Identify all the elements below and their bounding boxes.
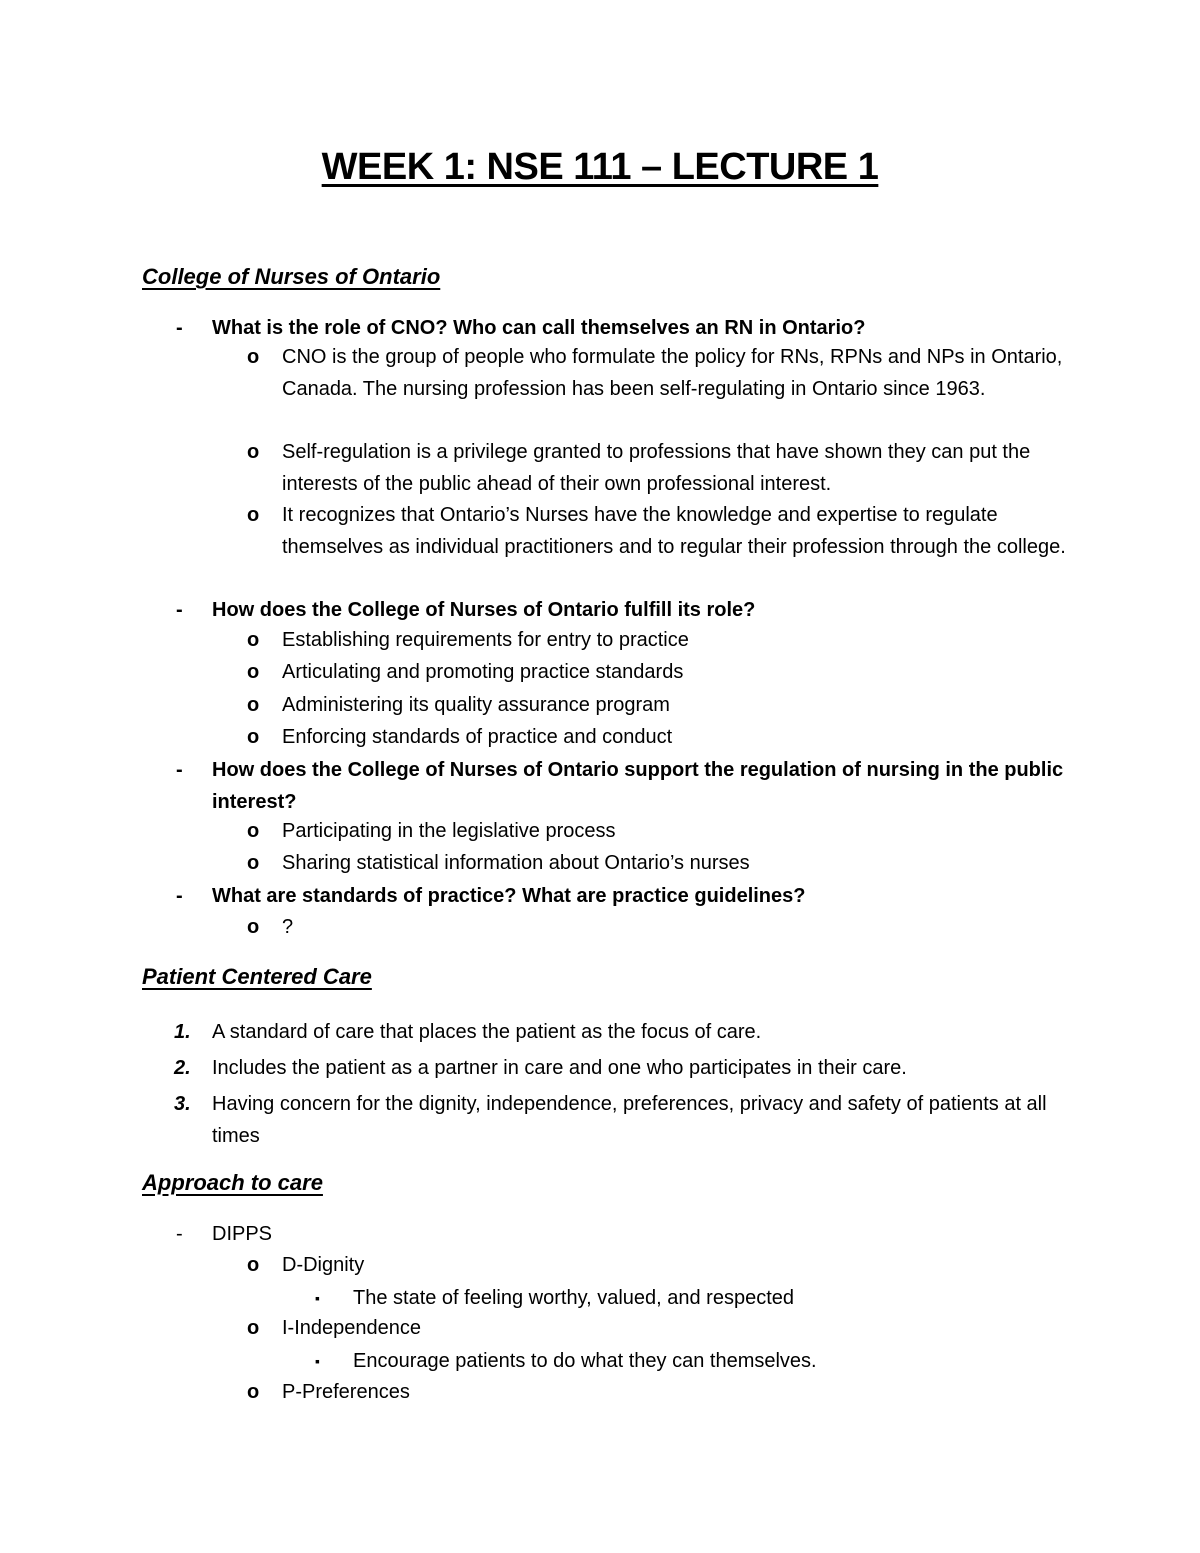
section-heading-cno: College of Nurses of Ontario [142,264,441,289]
square-bullet-icon: ▪ [315,1290,320,1306]
detail-text: Encourage patients to do what they can themselves. [353,1350,817,1372]
square-bullet-icon: ▪ [315,1353,320,1369]
circle-bullet-icon: o [247,629,260,651]
answer-text: Self-regulation is a privilege granted to professions that have shown they can put the interests of the public ahead of their own professional interest. [282,441,1031,495]
question-text: What are standards of practice? What are practice guidelines? [212,885,806,907]
dash-marker: - [176,1223,183,1245]
list-subitem [247,500,1072,563]
numbered-item [174,1088,1072,1152]
list-item [176,1218,1072,1250]
circle-bullet-icon: o [247,346,260,368]
circle-bullet-icon: o [247,726,260,748]
dash-marker: - [176,599,183,621]
item-number: 3. [174,1093,191,1115]
circle-bullet-icon: o [247,820,260,842]
item-number: 2. [174,1057,191,1079]
circle-bullet-icon: o [247,916,260,938]
circle-bullet-icon: o [247,852,260,874]
list-subitem [247,657,1072,689]
answer-text: Administering its quality assurance program [282,694,670,716]
list-detail [315,1282,1073,1314]
circle-bullet-icon: o [247,504,260,526]
list-detail [315,1345,1073,1377]
list-subitem [247,342,1072,405]
list-item [176,754,1072,818]
question-text: What is the role of CNO? Who can call themselves an RN in Ontario? [212,317,866,339]
item-text: I-Independence [282,1317,422,1339]
item-text: P-Preferences [282,1381,410,1403]
dash-marker: - [176,317,183,339]
circle-bullet-icon: o [247,1317,260,1339]
list-subitem [247,1250,1072,1282]
item-text: DIPPS [212,1223,273,1245]
list-item [176,880,1072,912]
list-subitem [247,437,1072,500]
list-subitem [247,722,1072,754]
section-heading-approach-to-care: Approach to care [142,1170,323,1195]
answer-text: ? [282,916,294,938]
answer-text: Sharing statistical information about Ontario’s nurses [282,852,750,874]
list-subitem [247,1313,1072,1345]
item-text: D-Dignity [282,1254,365,1276]
list-subitem [247,1377,1072,1409]
numbered-item [174,1016,1072,1048]
dash-marker: - [176,759,183,781]
circle-bullet-icon: o [247,694,260,716]
item-number: 1. [174,1021,191,1043]
list-item [176,594,1072,626]
circle-bullet-icon: o [247,1254,260,1276]
circle-bullet-icon: o [247,1381,260,1403]
item-text: A standard of care that places the patient as the focus of care. [212,1021,762,1043]
answer-text: Articulating and promoting practice standards [282,661,684,683]
answer-text: Enforcing standards of practice and conduct [282,726,673,748]
answer-text: It recognizes that Ontario’s Nurses have the knowledge and expertise to regulate themselves as individual practitioners and to regular their profession through the college. [282,504,1066,558]
section-heading-patient-centered-care: Patient Centered Care [142,964,372,989]
circle-bullet-icon: o [247,441,260,463]
dash-marker: - [176,885,183,907]
list-subitem [247,848,1072,880]
answer-text: CNO is the group of people who formulate the policy for RNs, RPNs and NPs in Ontario, Canada. The nursing profession has been self-regulating in Ontario since 1963. [282,346,1063,400]
numbered-item [174,1052,1072,1084]
list-subitem [247,625,1072,657]
list-subitem [247,816,1072,848]
item-text: Includes the patient as a partner in care and one who participates in their care. [212,1057,907,1079]
question-text: How does the College of Nurses of Ontario fulfill its role? [212,599,756,621]
answer-text: Establishing requirements for entry to practice [282,629,689,651]
circle-bullet-icon: o [247,661,260,683]
list-subitem [247,912,1072,944]
list-item [176,312,1072,344]
question-text: How does the College of Nurses of Ontario support the regulation of nursing in the public interest? [212,759,1064,813]
item-text: Having concern for the dignity, independence, preferences, privacy and safety of patients at all times [212,1093,1047,1147]
detail-text: The state of feeling worthy, valued, and respected [353,1287,795,1309]
answer-text: Participating in the legislative process [282,820,616,842]
list-subitem [247,690,1072,722]
page-title: WEEK 1: NSE 111 – LECTURE 1 [321,146,879,188]
